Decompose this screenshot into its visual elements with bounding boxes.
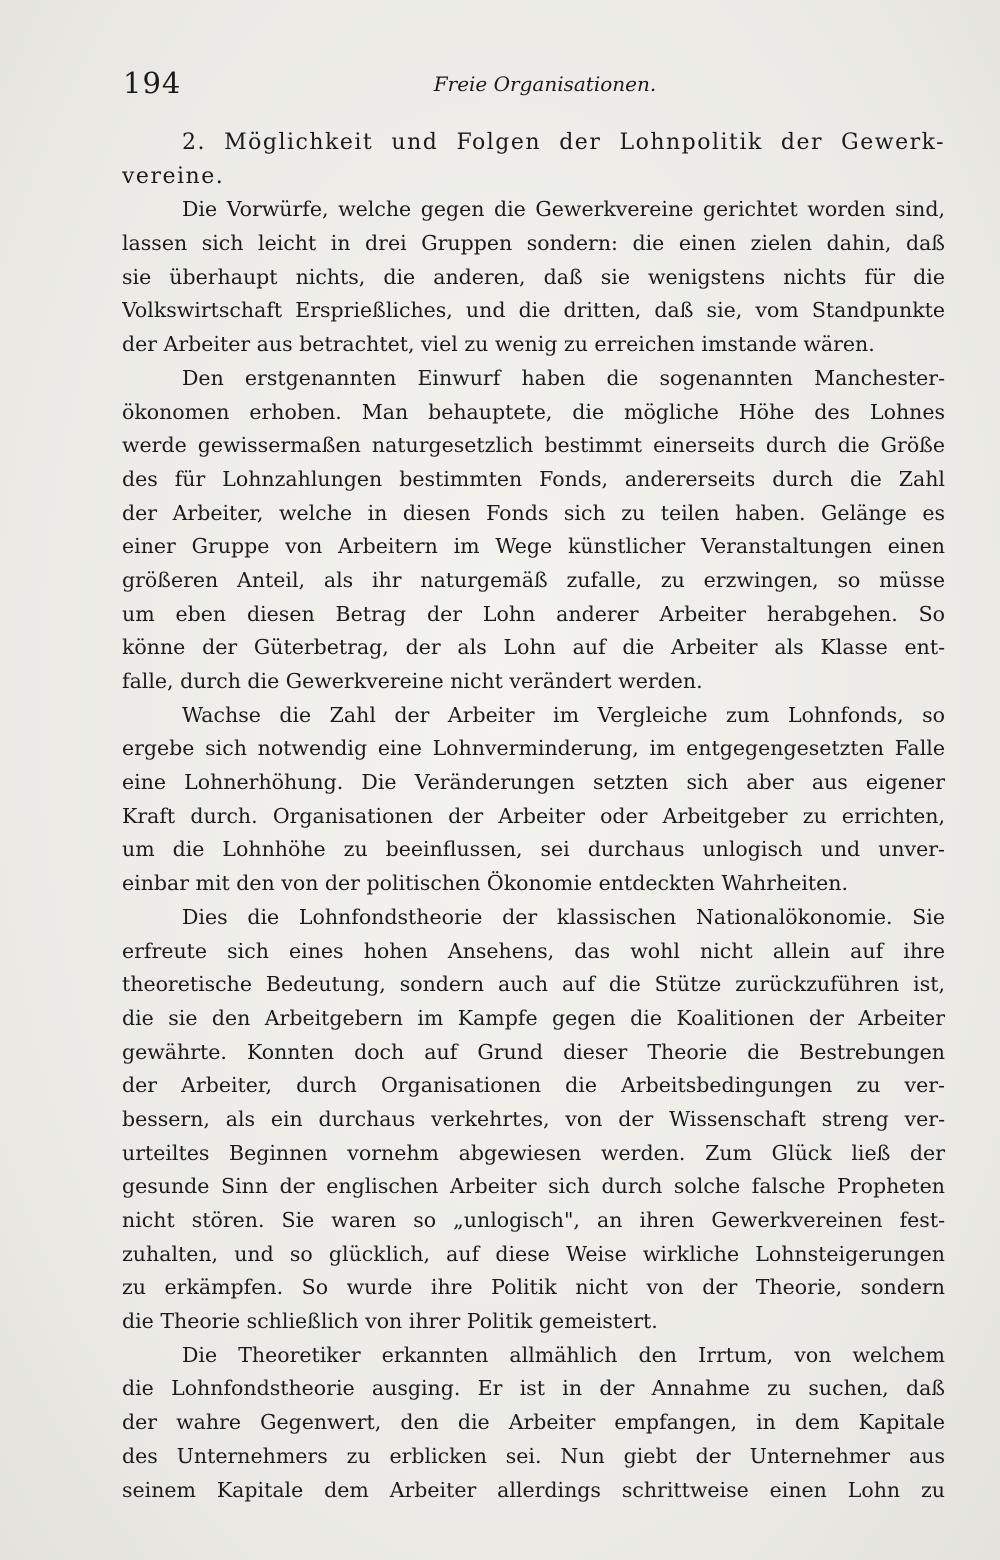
text-line: größeren Anteil, als ihr naturgemäß zufalle, zu erzwingen, so müsse [122, 567, 945, 592]
text-line: lassen sich leicht in drei Gruppen sondern: die einen zielen dahin, daß [122, 231, 945, 256]
text-line: ökonomen erhoben. Man behauptete, die mögliche Höhe des Lohnes [122, 399, 945, 424]
text-line: des Unternehmers zu erblicken sei. Nun giebt der Unternehmer aus [122, 1443, 945, 1468]
text-line: Die Theoretiker erkannten allmählich den Irrtum, von welchem [182, 1342, 945, 1367]
text-line: gewährte. Konnten doch auf Grund dieser Theorie die Bestrebungen [122, 1039, 945, 1064]
text-line: des für Lohnzahlungen bestimmten Fonds, andererseits durch die Zahl [122, 466, 945, 491]
text-line: eine Lohnerhöhung. Die Veränderungen setzten sich aber aus eigener [122, 770, 945, 795]
text-line: Volkswirtschaft Ersprießliches, und die dritten, daß sie, vom Standpunkte [122, 298, 945, 323]
text-line: erfreute sich eines hohen Ansehens, das wohl nicht allein auf ihre [122, 938, 945, 963]
text-line: werde gewissermaßen naturgesetzlich bestimmt einerseits durch die Größe [122, 433, 945, 458]
text-line: sie überhaupt nichts, die anderen, daß sie wenigstens nichts für die [122, 264, 945, 289]
page-number: 194 [123, 66, 182, 100]
text-body [122, 126, 945, 1507]
text-line: Den erstgenannten Einwurf haben die sogenannten Manchester- [182, 365, 945, 390]
section-heading-line: 2. Möglichkeit und Folgen der Lohnpolitik der Gewerk- [182, 130, 945, 155]
page-header [120, 66, 945, 106]
text-line: zuhalten, und so glücklich, auf diese Weise wirkliche Lohnsteigerungen [122, 1241, 945, 1266]
text-line: die Lohnfondstheorie ausging. Er ist in der Annahme zu suchen, daß [122, 1376, 945, 1401]
text-line: Dies die Lohnfondstheorie der klassischen Nationalökonomie. Sie [182, 904, 945, 929]
text-line: Die Vorwürfe, welche gegen die Gewerkvereine gerichtet worden sind, [182, 197, 945, 222]
text-line: die sie den Arbeitgebern im Kampfe gegen die Koalitionen der Arbeiter [122, 1005, 945, 1030]
text-line: um eben diesen Betrag der Lohn anderer Arbeiter herabgehen. So [122, 601, 945, 626]
text-line: urteiltes Beginnen vornehm abgewiesen werden. Zum Glück ließ der [122, 1140, 945, 1165]
text-line: seinem Kapitale dem Arbeiter allerdings schrittweise einen Lohn zu [122, 1477, 945, 1502]
text-line: nicht stören. Sie waren so „unlogisch", an ihren Gewerkvereinen fest- [122, 1208, 945, 1232]
text-line: theoretische Bedeutung, sondern auch auf die Stütze zurückzuführen ist, [122, 972, 945, 997]
text-line: ergebe sich notwendig eine Lohnverminderung, im entgegengesetzten Falle [122, 736, 945, 761]
text-line: einer Gruppe von Arbeitern im Wege künstlicher Veranstaltungen einen [122, 534, 945, 559]
text-line: die Theorie schließlich von ihrer Politik gemeistert. [122, 1309, 658, 1334]
text-line: der wahre Gegenwert, den die Arbeiter empfangen, in dem Kapitale [122, 1410, 945, 1435]
section-heading-line: vereine. [122, 163, 225, 189]
text-line: gesunde Sinn der englischen Arbeiter sich durch solche falsche Propheten [122, 1174, 945, 1199]
text-line: falle, durch die Gewerkvereine nicht verändert werden. [122, 669, 703, 693]
text-line: einbar mit den von der politischen Ökonomie entdeckten Wahrheiten. [122, 871, 848, 896]
text-line: Kraft durch. Organisationen der Arbeiter oder Arbeitgeber zu errichten, [122, 803, 945, 828]
text-line: der Arbeiter, durch Organisationen die Arbeitsbedingungen zu ver- [122, 1073, 945, 1098]
text-line: bessern, als ein durchaus verkehrtes, von der Wissenschaft streng ver- [122, 1106, 945, 1131]
text-line: Wachse die Zahl der Arbeiter im Vergleiche zum Lohnfonds, so [182, 702, 945, 727]
text-line: der Arbeiter aus betrachtet, viel zu wenig zu erreichen imstande wären. [122, 332, 875, 357]
text-line: um die Lohnhöhe zu beeinflussen, sei durchaus unlogisch und unver- [122, 837, 945, 862]
text-line: der Arbeiter, welche in diesen Fonds sich zu teilen haben. Gelänge es [122, 500, 945, 525]
running-head: Freie Organisationen. [433, 72, 657, 96]
text-line: zu erkämpfen. So wurde ihre Politik nicht von der Theorie, sondern [122, 1275, 945, 1300]
text-line: könne der Güterbetrag, der als Lohn auf die Arbeiter als Klasse ent- [122, 635, 945, 660]
